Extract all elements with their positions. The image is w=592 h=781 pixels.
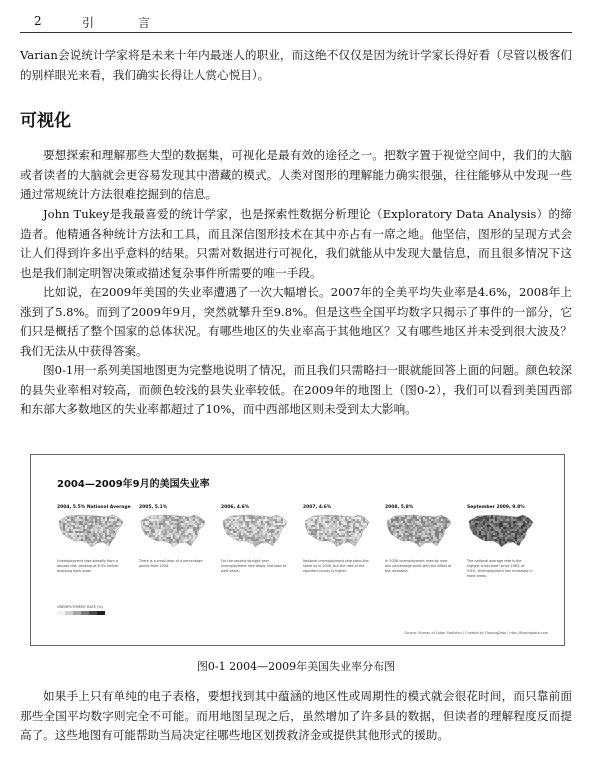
map-panel (221, 505, 289, 574)
section-title: 可视化 (20, 111, 71, 131)
map-panel (303, 505, 371, 574)
legend-swatch (89, 611, 97, 615)
paragraph-unemployment: 比如说，在2009年美国的失业率遭遇了一次大幅增长。2007年的全美平均失业率是4.6%，2008年上涨到了5.8%。而到了2009年9月，突然就攀升至9.8%。但是这些全国平均数字只揭示了事件的一部分，它们只是概括了整个国家的总体状况。有哪些地区的失业率高于其他地区？又有哪些地区并未受到很大波及？我们无法从中获得答案。 (20, 285, 572, 358)
figure-caption: 图0-1 2004—2009年美国失业率分布图 (196, 660, 396, 673)
legend-swatch (57, 611, 65, 615)
map-year-label: 2007, 4.6% (303, 505, 332, 510)
running-header (20, 12, 572, 33)
us-county-map (57, 513, 125, 551)
page-number: 2 (34, 14, 42, 28)
map-year-label: 2006, 4.6% (221, 505, 250, 510)
legend-label: UNEMPLOYMENT RATE (%) (57, 605, 104, 609)
us-county-map (221, 513, 289, 551)
map-year-label: September 2009, 9.8% (467, 505, 525, 510)
legend-swatch (73, 611, 81, 615)
map-annotation: Unemployment rose steadily from a decade low, peaking at 6.3% before dropping back down (57, 559, 119, 573)
map-annotation: The national average rate is the highest it has been since 1983, at 9.8%. Unemployment has increased in most areas. (467, 559, 533, 578)
map-annotation: For the second straight year, unemployment rate drops, like lows of past years. (221, 559, 287, 573)
paragraph-visualization-1: 要想探索和理解那些大型的数据集，可视化是最有效的途径之一。把数字置于视觉空间中，我们的大脑或者读者的大脑就会更容易发现其中潜藏的模式。人类对图形的理解能力确实很强，往往能够从中发现一些通过常规统计方法很难挖掘到的信息。 (20, 148, 572, 202)
map-year-label: 2004, 5.5% National Average (57, 505, 131, 510)
map-year-label: 2008, 5.8% (385, 505, 414, 510)
legend-swatch (97, 611, 105, 615)
us-county-map (385, 513, 453, 551)
map-annotation: In 2008 unemployment rises by over one percentage point with the effect of the recession. (385, 559, 452, 573)
paragraph-figure-ref: 图0-1用一系列美国地图更为完整地说明了情况，而且我们只需略扫一眼就能回答上面的问题。颜色较深的县失业率相对较高，而颜色较浅的县失业率较低。在2009年的地图上（图0-2），我们可以看到美国西部和东部大多数地区的失业率都超过了10%，而中西部地区则未受到太大影响。 (20, 363, 572, 417)
map-panel (385, 505, 453, 574)
chapter-title-char2: 言 (138, 16, 151, 30)
unemployment-map-figure (30, 454, 565, 646)
map-annotation: There is a small drop of a percentage points from 2004. (139, 559, 203, 568)
paragraph-intro: Varian会说统计学家将是未来十年内最迷人的职业，而这绝不仅仅是因为统计学家长得好看（尽管以极客们的别样眼光来看，我们确实长得让人赏心悦目）。 (20, 48, 572, 82)
us-county-map (467, 513, 535, 551)
map-annotation: National unemployment rate stays the same as in 2006, but the rate of the reported county is higher. (303, 559, 369, 573)
map-year-label: 2005, 5.1% (139, 505, 168, 510)
us-county-map (139, 513, 207, 551)
legend-swatch (65, 611, 73, 615)
map-legend (57, 605, 105, 615)
us-county-map (303, 513, 371, 551)
paragraph-tukey: John Tukey是我最喜爱的统计学家，也是探索性数据分析理论（Exploratory Data Analysis）的缔造者。他精通各种统计方法和工具，而且深信图形技术在其中亦占有一席之地。他坚信，图形的呈现方式会让人们得到许多出乎意料的结果。只需对数据进行可视化，我们就能从中发现大量信息，而且很多情况下这也是我们制定明智决策或描述复杂事件所需要的唯一手段。 (20, 207, 572, 280)
legend-color-scale (57, 611, 105, 615)
figure-title: 2004—2009年9月的美国失业率 (57, 479, 210, 490)
map-panel (467, 505, 535, 579)
legend-swatch (81, 611, 89, 615)
map-panel (57, 505, 131, 574)
chapter-title-char1: 引 (82, 16, 95, 30)
paragraph-conclusion: 如果手上只有单纯的电子表格，要想找到其中蕴涵的地区性或周期性的模式就会很花时间，而只靠前面那些全国平均数字则完全不可能。而用地图呈现之后，虽然增加了许多县的数据，但读者的理解程度反而提高了。这些地图有可能帮助当局决定往哪些地区划拨救济金或提供其他形式的援助。 (20, 689, 572, 743)
map-panel (139, 505, 207, 569)
figure-source: Source: Bureau of Labor Statistics | Created by FlowingData / http://flowingdata.com (404, 631, 548, 635)
